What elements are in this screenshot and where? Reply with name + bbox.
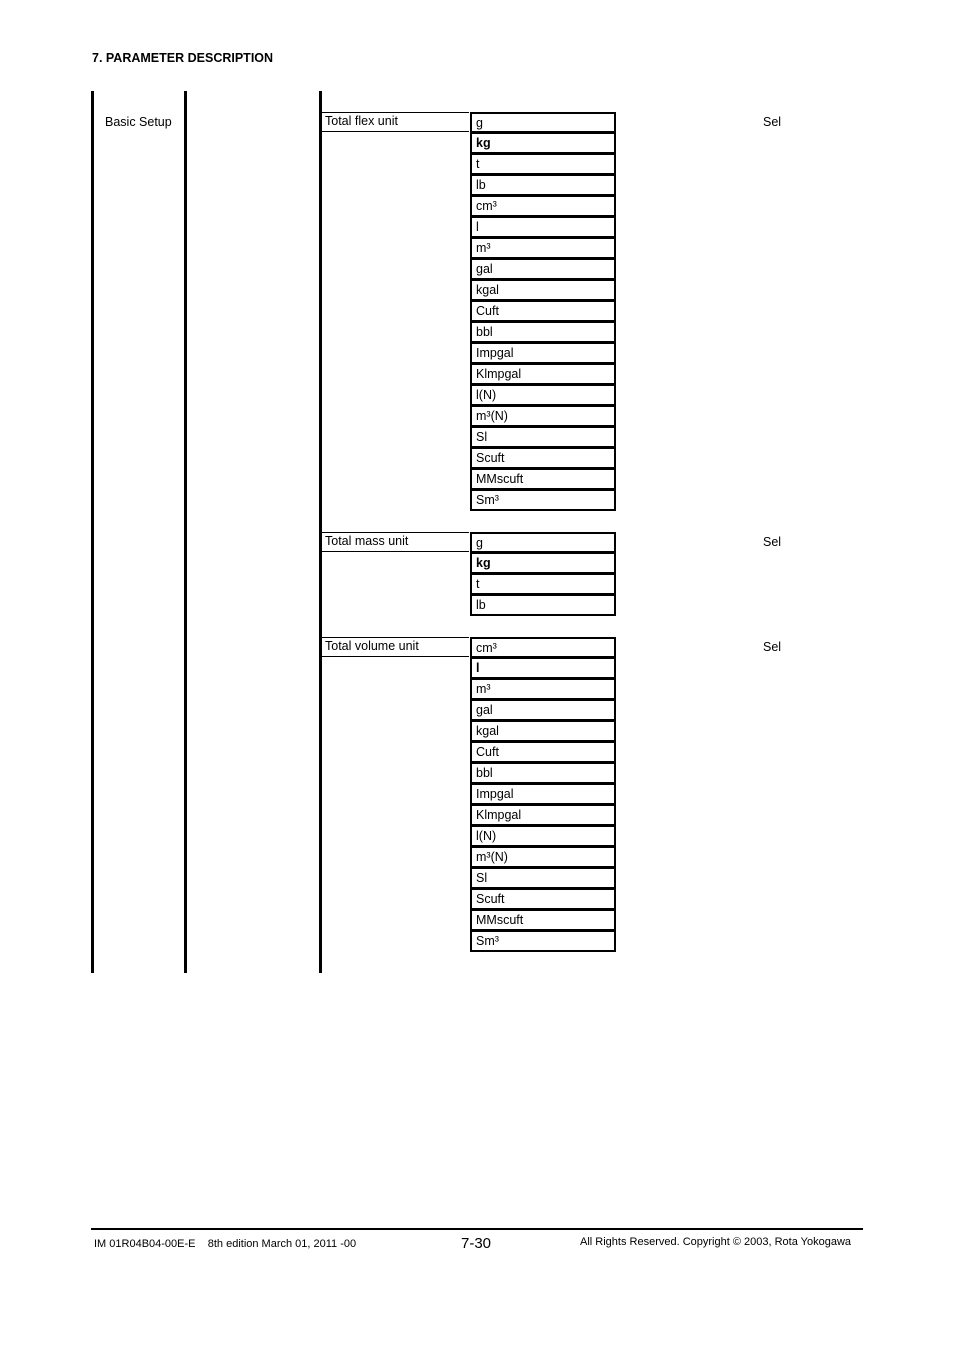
option-item: l: [470, 658, 616, 679]
column-rule-middle: [184, 91, 187, 973]
option-item: gal: [470, 700, 616, 721]
access-type-total-volume-unit: Sel: [763, 640, 782, 654]
option-item: t: [470, 574, 616, 595]
option-item: Impgal: [470, 784, 616, 805]
option-item: t: [470, 154, 616, 175]
option-item: g: [470, 532, 616, 553]
option-item: m³: [470, 238, 616, 259]
option-item: l(N): [470, 826, 616, 847]
option-item: l(N): [470, 385, 616, 406]
parameter-label-total-mass-unit: Total mass unit: [321, 532, 469, 552]
option-item: m³: [470, 679, 616, 700]
option-item: cm³: [470, 637, 616, 658]
option-item: Klmpgal: [470, 805, 616, 826]
option-item: Sm³: [470, 931, 616, 952]
footer-rule: [91, 1228, 863, 1230]
option-item: gal: [470, 259, 616, 280]
option-item: kg: [470, 553, 616, 574]
option-item: Cuft: [470, 742, 616, 763]
footer-doc-id: IM 01R04B04-00E-E: [94, 1238, 196, 1250]
option-item: MMscuft: [470, 910, 616, 931]
option-item: cm³: [470, 196, 616, 217]
option-item: m³(N): [470, 847, 616, 868]
option-item: kgal: [470, 280, 616, 301]
option-item: Klmpgal: [470, 364, 616, 385]
option-item: lb: [470, 175, 616, 196]
option-item: Scuft: [470, 448, 616, 469]
menu-group-label: Basic Setup: [105, 115, 172, 129]
footer-edition: 8th edition March 01, 2011 -00: [207, 1238, 357, 1250]
option-item: g: [470, 112, 616, 133]
option-item: bbl: [470, 322, 616, 343]
option-item: Cuft: [470, 301, 616, 322]
access-type-total-flex-unit: Sel: [763, 115, 782, 129]
column-rule-left: [91, 91, 94, 973]
access-type-total-mass-unit: Sel: [763, 535, 782, 549]
parameter-label-total-flex-unit: Total flex unit: [321, 112, 469, 132]
footer-doc-info: [94, 1238, 356, 1250]
option-item: Sl: [470, 427, 616, 448]
option-list-total-mass-unit: [470, 532, 616, 616]
option-item: kg: [470, 133, 616, 154]
option-item: bbl: [470, 763, 616, 784]
option-item: kgal: [470, 721, 616, 742]
option-item: Impgal: [470, 343, 616, 364]
option-item: Sm³: [470, 490, 616, 511]
option-item: Sl: [470, 868, 616, 889]
option-list-total-flex-unit: [470, 112, 616, 511]
option-list-total-volume-unit: [470, 637, 616, 952]
option-item: lb: [470, 595, 616, 616]
parameter-label-total-volume-unit: Total volume unit: [321, 637, 469, 657]
option-item: l: [470, 217, 616, 238]
footer-copyright: All Rights Reserved. Copyright © 2003, Rota Yokogawa: [580, 1236, 852, 1248]
page-number: 7-30: [461, 1235, 492, 1252]
option-item: MMscuft: [470, 469, 616, 490]
option-item: m³(N): [470, 406, 616, 427]
section-title: 7. PARAMETER DESCRIPTION: [92, 51, 274, 65]
option-item: Scuft: [470, 889, 616, 910]
